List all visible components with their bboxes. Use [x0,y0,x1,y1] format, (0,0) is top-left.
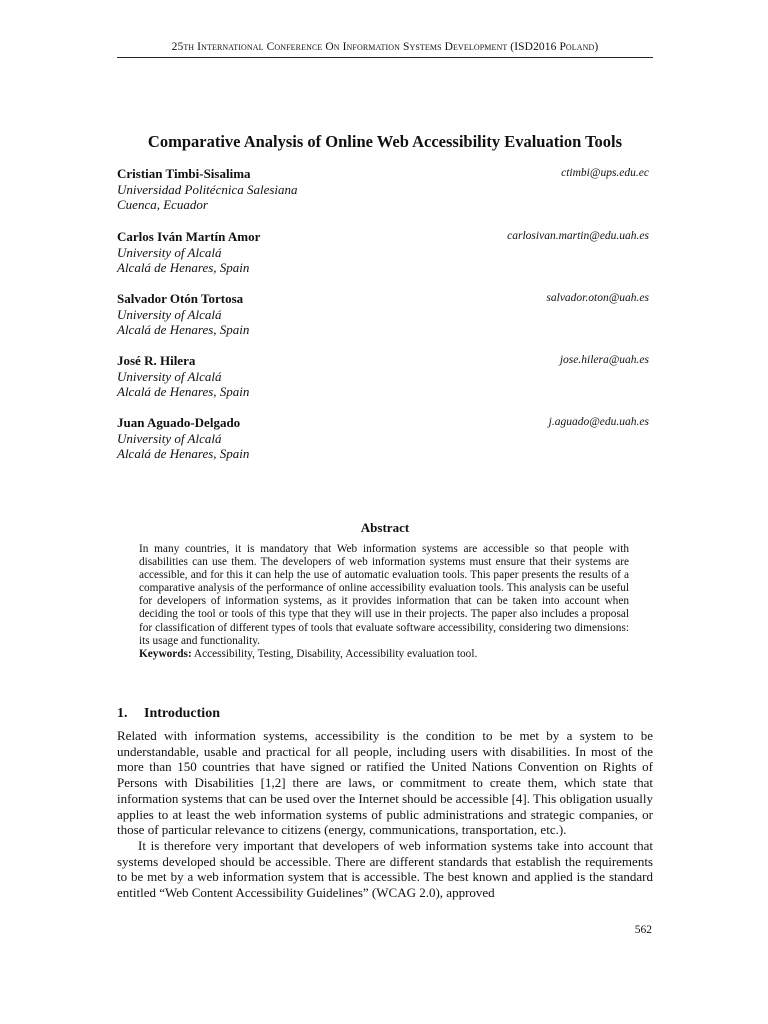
author-name: Cristian Timbi-Sisalima [117,166,251,181]
section-title: Introduction [144,706,220,721]
abstract-body [139,543,629,661]
author-name: Salvador Otón Tortosa [117,291,244,306]
paper-title: Comparative Analysis of Online Web Accessibility Evaluation Tools [147,132,623,151]
author-location: Cuenca, Ecuador [117,197,208,213]
author-affiliation: University of Alcalá [117,244,222,260]
keywords-line [139,648,629,661]
author-block [117,353,653,400]
header-rule [117,57,653,58]
section-body [117,728,653,901]
author-affiliation: University of Alcalá [117,430,222,446]
author-block [117,229,653,276]
abstract-text: In many countries, it is mandatory that Web information systems are accessible so that people with disabilities can use them. The developers of web information systems must ensure that their systems are accessible, and for this it can help the use of automatic evaluation tools. This paper presents the results of a comparative analysis of the performance of online accessibility evaluation tools. This analysis can be useful for developers of information systems, as it provides information that can be taken into account when deciding the tool or tools of this type that they will use in their projects. The paper also includes a proposal for classification of different types of tools that evaluate software accessibility, considering two dimensions: its usage and functionality. [139,543,629,647]
page-number: 562 [634,924,652,936]
author-email: salvador.oton@uah.es [546,292,649,304]
author-affiliation: University of Alcalá [117,368,222,384]
author-block [117,291,653,338]
author-name: Juan Aguado-Delgado [117,415,241,430]
author-name: Carlos Iván Martín Amor [117,229,261,244]
keywords-text: Accessibility, Testing, Disability, Accessibility evaluation tool. [193,647,478,660]
author-location: Alcalá de Henares, Spain [117,384,250,400]
running-header: 25th International Conference On Information Systems Development (ISD2016 Poland) [171,41,599,53]
author-location: Alcalá de Henares, Spain [117,322,250,338]
paragraph: Related with information systems, accessibility is the condition to be met by a system to be understandable, usable and practical for all people, including users with disabilities. In most of the more than 150 countries that have signed or ratified the United Nations Convention on Rights of Persons with Disabilities [1,2] there are laws, or commitment to create them, which state that information systems that can be used over the Internet should be accessible [4]. This obligation usually applies to at least the web information systems of public administrations and strategic companies, or those of particular relevance to citizens (energy, communications, transportation, etc.). [117,728,653,838]
section-number: 1. [117,706,128,721]
author-email: ctimbi@ups.edu.ec [561,167,649,179]
author-email: j.aguado@edu.uah.es [548,416,649,428]
author-block [117,166,653,213]
author-block [117,415,653,462]
author-affiliation: University of Alcalá [117,306,222,322]
abstract-heading: Abstract [360,520,410,535]
section-heading [117,706,653,722]
paragraph: It is therefore very important that developers of web information systems take into account that systems developed should be accessible. There are different standards that establish the requirements to be met by a web information system that is accessible. The best known and applied is the standard entitled “Web Content Accessibility Guidelines” (WCAG 2.0), approved [117,837,653,901]
author-email: jose.hilera@uah.es [559,354,649,366]
author-email: carlosivan.martin@edu.uah.es [507,230,649,242]
keywords-label: Keywords: [139,647,192,660]
author-location: Alcalá de Henares, Spain [117,446,250,462]
author-name: José R. Hilera [117,353,196,368]
author-location: Alcalá de Henares, Spain [117,260,250,276]
author-affiliation: Universidad Politécnica Salesiana [117,181,298,197]
